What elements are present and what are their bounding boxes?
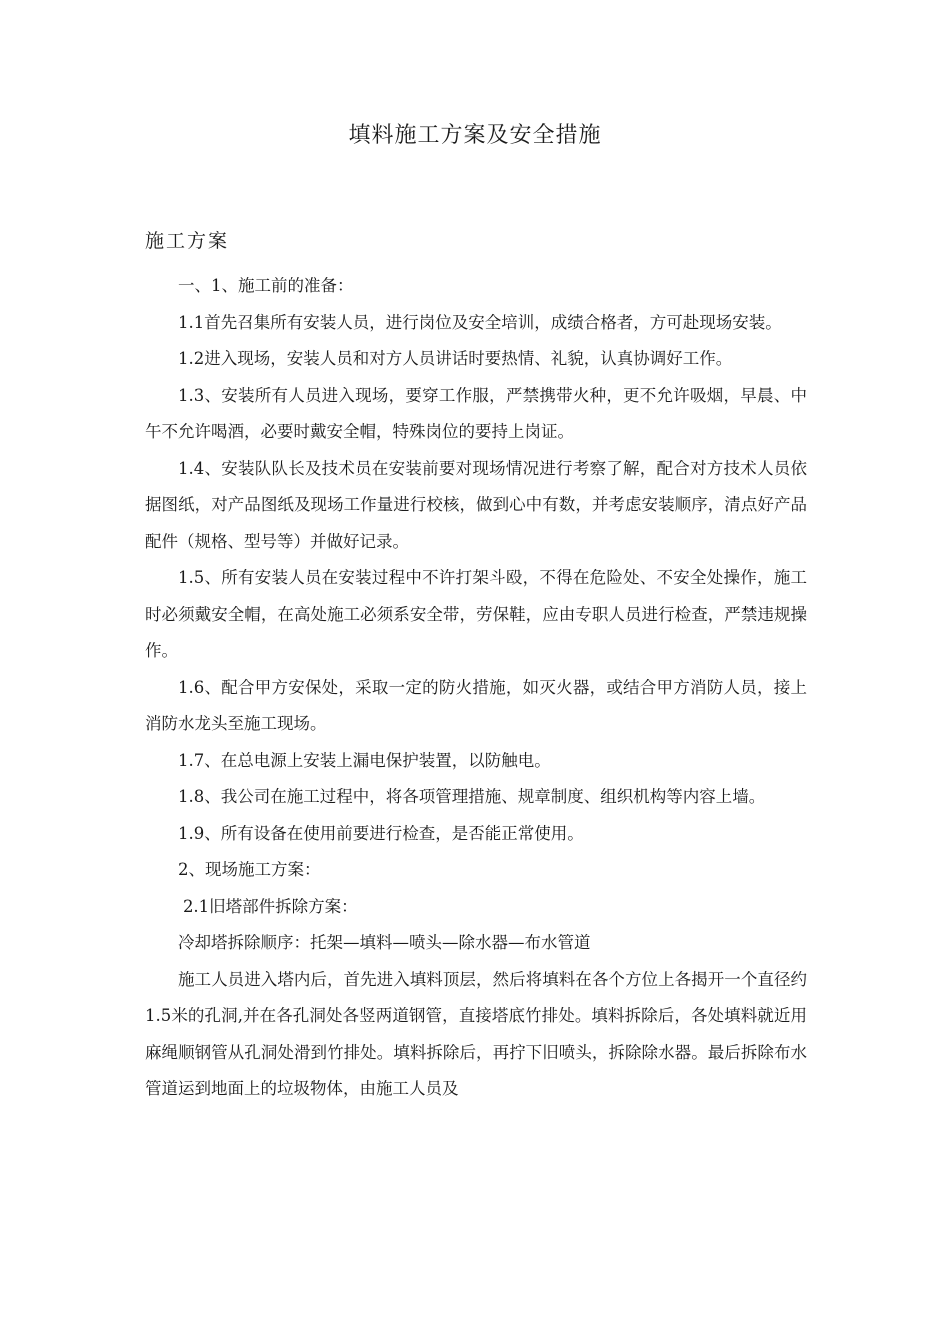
paragraph-1-1: 1.1首先召集所有安装人员，进行岗位及安全培训，成绩合格者，方可赴现场安装。 xyxy=(178,312,782,332)
paragraph-1-4: 1.4、安装队队长及技术员在安装前要对现场情况进行考察了解，配合对方技术人员依据图纸，对产品图纸及现场工作量进行校核，做到心中有数，并考虑安装顺序，清点好产品配件（规格、型号等）并做好记录。 xyxy=(145,458,807,551)
paragraph-1-8: 1.8、我公司在施工过程中，将各项管理措施、规章制度、组织机构等内容上墙。 xyxy=(178,787,766,806)
section-heading: 施工方案 xyxy=(145,230,230,252)
paragraph-removal-order: 冷却塔拆除顺序：托架—填料—喷头—除水器—布水管道 xyxy=(178,933,591,952)
document-title: 填料施工方案及安全措施 xyxy=(348,123,602,148)
paragraph-1-2: 1.2进入现场，安装人员和对方人员讲话时要热情、礼貌，认真协调好工作。 xyxy=(178,349,733,368)
paragraph-1-3: 1.3、安装所有人员进入现场，要穿工作服，严禁携带火种，更不允许吸烟，早晨、中午不允许喝酒，必要时戴安全帽，特殊岗位的要持上岗证。 xyxy=(145,385,807,441)
paragraph-1-6: 1.6、配合甲方安保处，采取一定的防火措施，如灭火器，或结合甲方消防人员，接上消防水龙头至施工现场。 xyxy=(145,677,807,733)
paragraph-removal-process: 施工人员进入塔内后，首先进入填料顶层，然后将填料在各个方位上各揭开一个直径约1.5米的孔洞,并在各孔洞处各竖两道钢管，直接塔底竹排处。填料拆除后，各处填料就近用麻绳顺钢管从孔洞处滑到竹排处。填料拆除后，再拧下旧喷头，拆除除水器。最后拆除布水管道运到地面上的垃圾物体，由施工人员及 xyxy=(145,969,807,1098)
paragraph-1-7: 1.7、在总电源上安装上漏电保护装置，以防触电。 xyxy=(178,750,551,770)
paragraph-1-9: 1.9、所有设备在使用前要进行检查，是否能正常使用。 xyxy=(178,823,584,843)
paragraph-1-5: 1.5、所有安装人员在安装过程中不许打架斗殴，不得在危险处、不安全处操作，施工时必须戴安全帽，在高处施工必须系安全带，劳保鞋，应由专职人员进行检查，严禁违规操作。 xyxy=(145,568,807,660)
paragraph-site-plan-heading: 2、现场施工方案： xyxy=(178,860,321,879)
paragraph-2-1: 2.1旧塔部件拆除方案： xyxy=(182,896,358,916)
paragraph-prep-heading: 一、1、施工前的准备： xyxy=(178,276,354,295)
document-body xyxy=(145,268,807,1108)
